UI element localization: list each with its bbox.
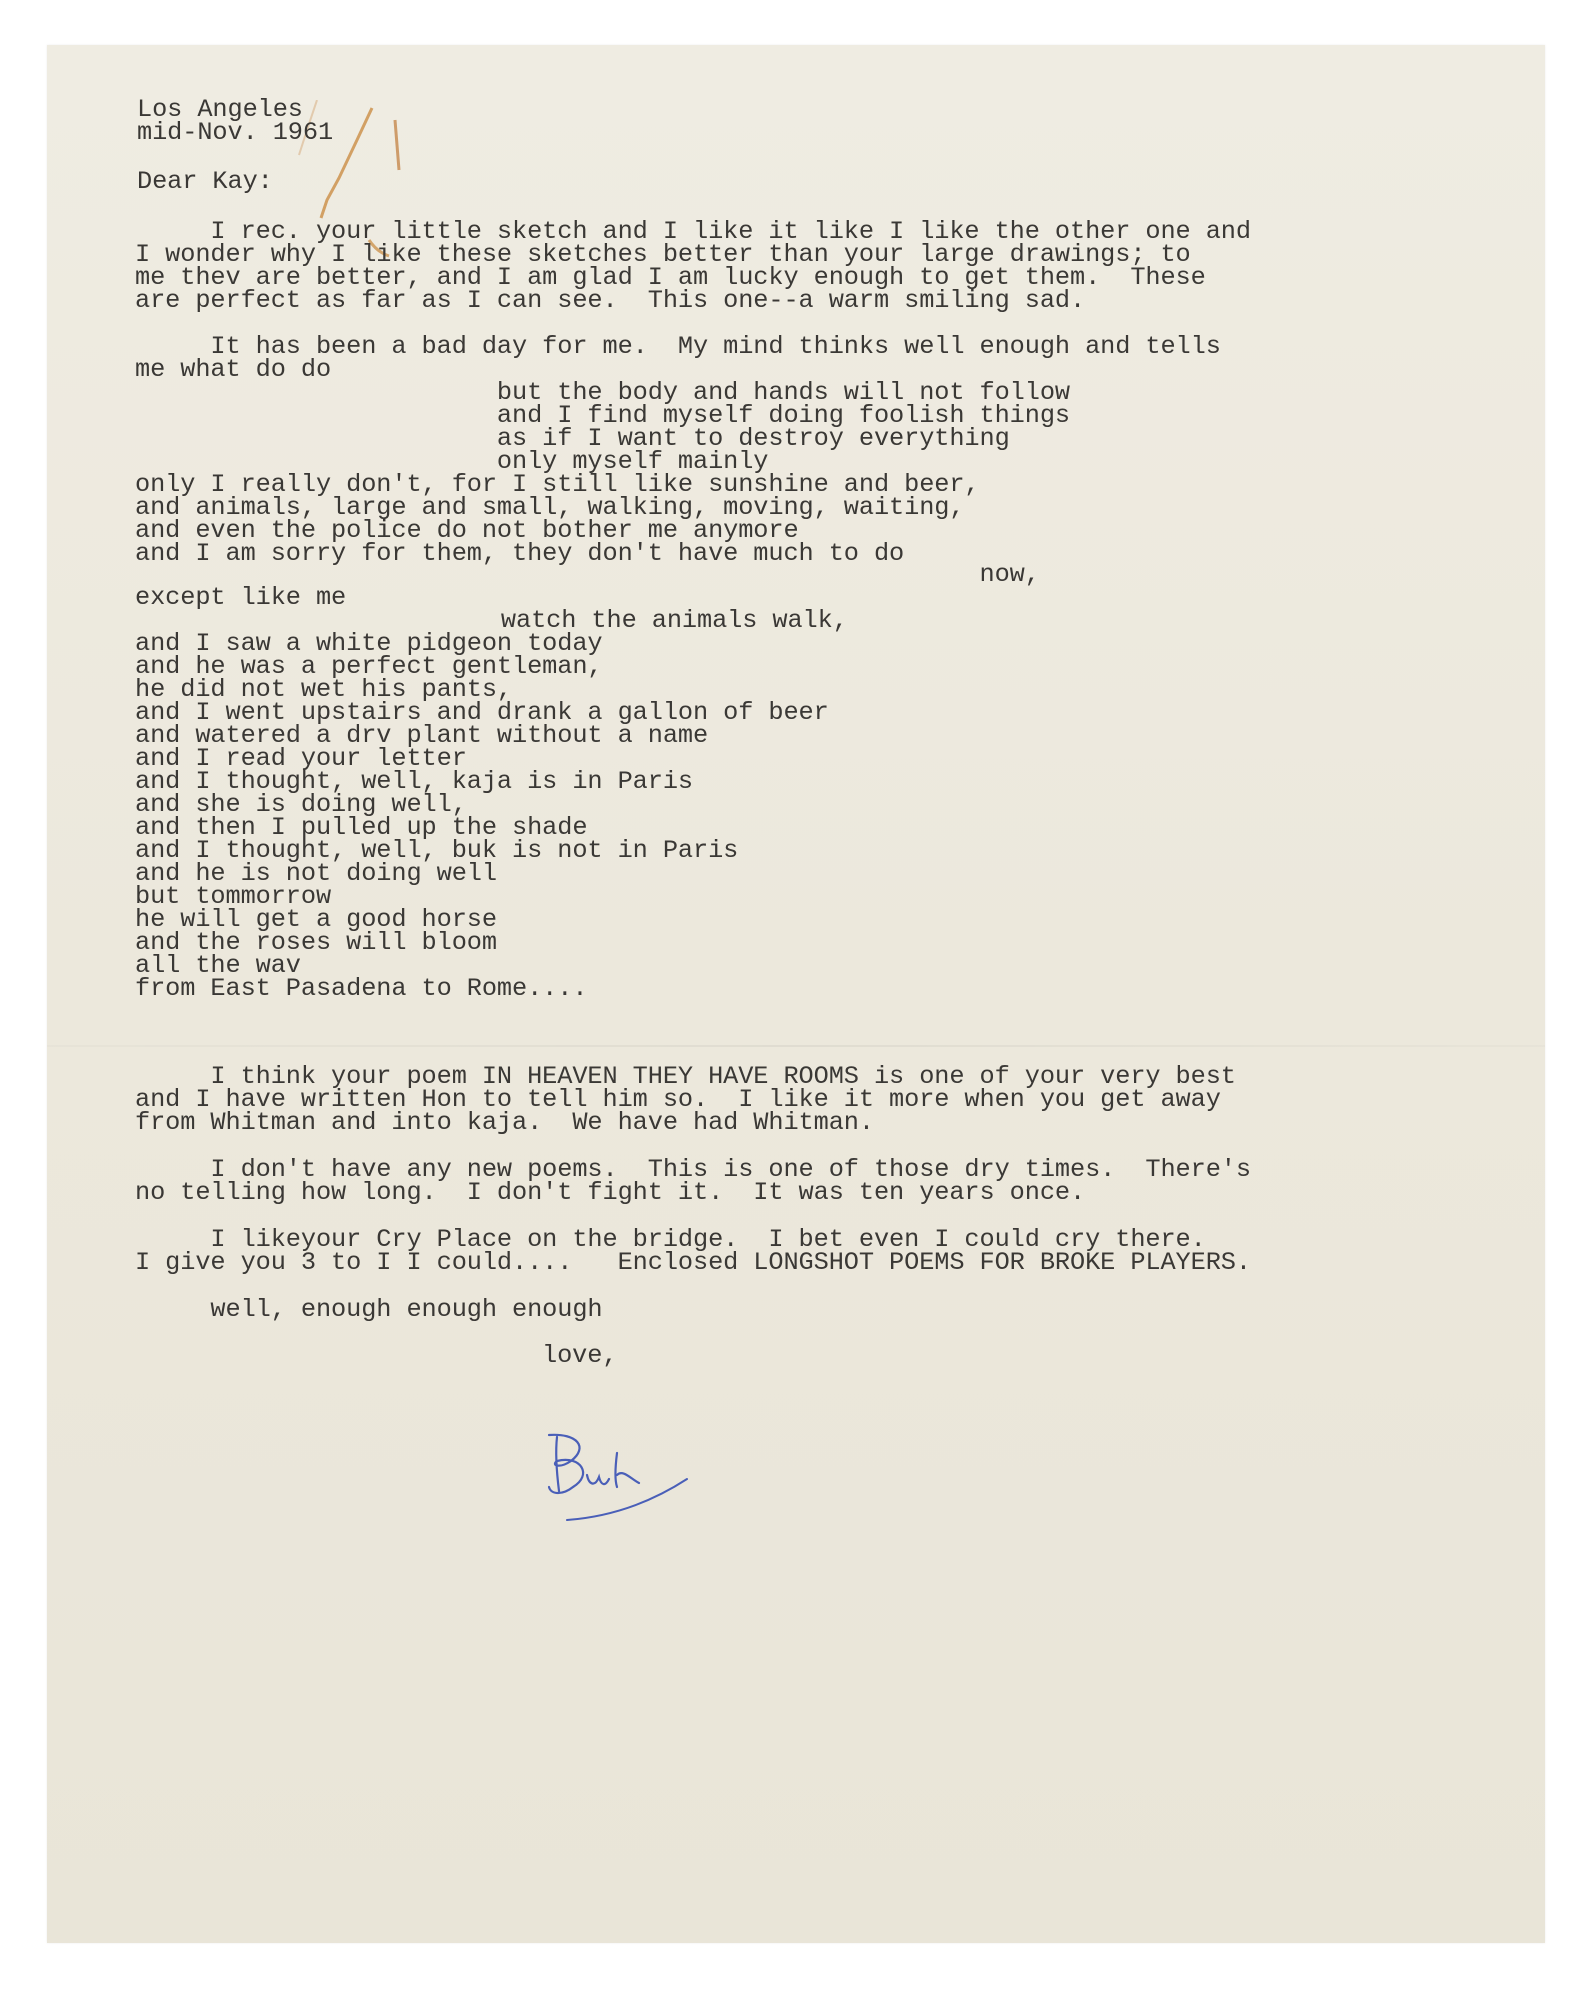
closing: love, [542, 1341, 618, 1370]
poem-line: and then I pulled up the shade [135, 813, 588, 842]
paragraph-line: I likeyour Cry Place on the bridge. I bet even I could cry there. [135, 1225, 1206, 1254]
poem-line: and I read your letter [135, 744, 467, 773]
poem-line: and he was a perfect gentleman, [135, 652, 603, 681]
typed-letter-body [47, 45, 1251, 1669]
poem-line: only I really don't, for I still like sunshine and beer, [135, 470, 980, 499]
header-place: Los Angeles [137, 95, 303, 124]
paragraph-line: I wonder why I like these sketches better than your large drawings; to [135, 240, 1191, 269]
poem-line: and animals, large and small, walking, moving, waiting, [135, 493, 965, 522]
poem-line: and watered a drv plant without a name [135, 721, 709, 750]
paragraph-line: are perfect as far as I can see. This one--a warm smiling sad. [135, 286, 1086, 315]
poem-line: and I thought, well, kaja is in Paris [135, 767, 693, 796]
poem-line: and I saw a white pidgeon today [135, 629, 603, 658]
poem-line: and I thought, well, buk is not in Paris [135, 836, 739, 865]
letter-page [47, 45, 1545, 1943]
poem-line: he did not wet his pants, [135, 675, 513, 704]
header-date: mid-Nov. 1961 [137, 118, 334, 147]
poem-line: he will get a good horse [135, 905, 497, 934]
paragraph-line: no telling how long. I don't fight it. It was ten years once. [135, 1178, 1086, 1207]
poem-line: and even the police do not bother me anymore [135, 516, 799, 545]
paragraph-line: me thev are better, and I am glad I am lucky enough to get them. These [135, 263, 1206, 292]
paragraph-line: It has been a bad day for me. My mind thinks well enough and tells [135, 332, 1221, 361]
paragraph-line: well, enough enough enough [135, 1295, 603, 1324]
paragraph-line: I give you 3 to I I could.... Enclosed LONGSHOT POEMS FOR BROKE PLAYERS. [135, 1248, 1251, 1277]
poem-line: and the roses will bloom [135, 928, 497, 957]
paragraph-line: I rec. your little sketch and I like it like I like the other one and [135, 217, 1251, 246]
poem-line: now, [135, 560, 1040, 589]
poem-line: but the body and hands will not follow [135, 378, 1070, 407]
poem-line: watch the animals walk, [139, 606, 848, 635]
poem-line: and I went upstairs and drank a gallon of beer [135, 698, 829, 727]
poem-line: all the wav [135, 951, 301, 980]
paragraph-line: from Whitman and into kaja. We have had Whitman. [135, 1108, 874, 1137]
poem-line: and I am sorry for them, they don't have much to do [135, 539, 905, 568]
poem-line: and she is doing well, [135, 790, 467, 819]
poem-line: except like me [135, 583, 347, 612]
paragraph-line: I don't have any new poems. This is one of those dry times. There's [135, 1155, 1251, 1184]
handwritten-signature [537, 1425, 707, 1535]
poem-line: from East Pasadena to Rome.... [135, 974, 588, 1003]
paragraph-line: me what do do [135, 355, 332, 384]
salutation: Dear Kay: [137, 167, 273, 196]
poem-line: but tommorrow [135, 882, 332, 911]
paper-fold-crease [47, 1045, 1545, 1047]
poem-line: and he is not doing well [135, 859, 497, 888]
paragraph-line: and I have written Hon to tell him so. I like it more when you get away [135, 1085, 1221, 1114]
poem-line: and I find myself doing foolish things [135, 401, 1070, 430]
poem-line: as if I want to destroy everything [135, 424, 1010, 453]
poem-line: only myself mainly [135, 447, 769, 476]
paragraph-line: I think your poem IN HEAVEN THEY HAVE ROOMS is one of your very best [135, 1062, 1236, 1091]
